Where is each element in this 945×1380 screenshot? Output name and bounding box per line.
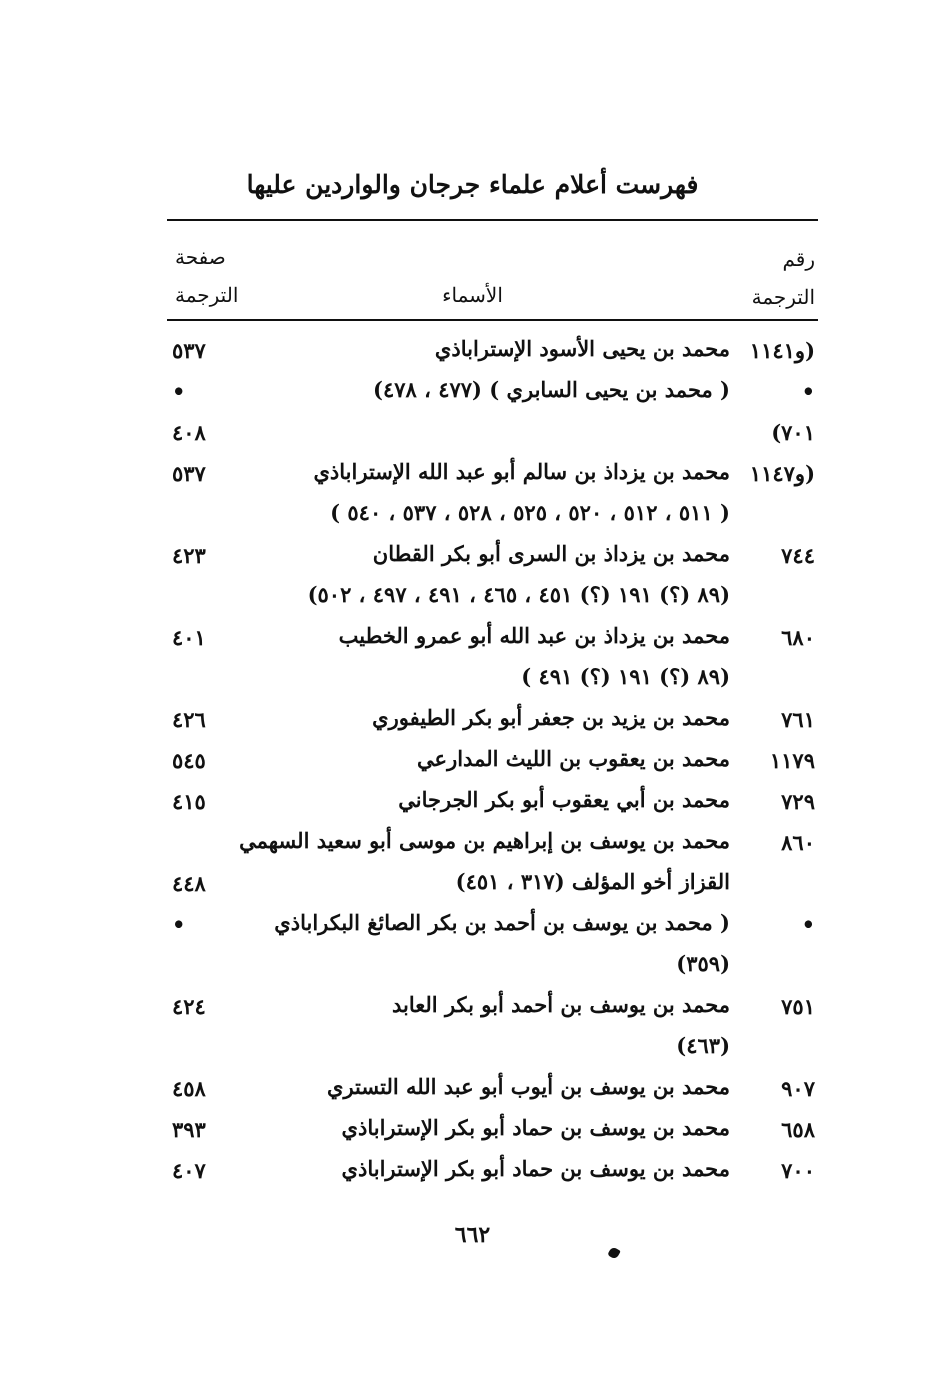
index-row bbox=[0, 453, 945, 494]
index-row bbox=[0, 740, 945, 781]
entry-number: ٧٠٠ bbox=[781, 1158, 815, 1183]
entry-name: ( محمد بن يحيى السابري ) (٤٧٧ ، ٤٧٨) bbox=[373, 377, 730, 402]
index-row bbox=[0, 658, 945, 699]
entry-number: • bbox=[801, 912, 815, 937]
entry-page: • bbox=[172, 912, 186, 937]
entry-page: ٤٠٧ bbox=[172, 1158, 206, 1183]
index-row bbox=[0, 494, 945, 535]
entry-page: • bbox=[172, 379, 186, 404]
header-entry-number-line2: الترجمة bbox=[751, 285, 815, 309]
header-entry-number-line1: رقم bbox=[782, 247, 815, 271]
entry-number: (و١١٤١ bbox=[749, 338, 815, 363]
entry-name: محمد بن يزيد بن جعفر أبو بكر الطيفوري bbox=[372, 705, 730, 730]
header-names: الأسماء bbox=[442, 283, 503, 307]
index-row bbox=[0, 1027, 945, 1068]
entry-name: (٤٦٣) bbox=[676, 1033, 730, 1058]
entry-page: ٤٢٦ bbox=[172, 707, 206, 732]
entry-name: محمد بن أبي يعقوب أبو بكر الجرجاني bbox=[398, 787, 730, 812]
entry-name: ( ٥١١ ، ٥١٢ ، ٥٢٠ ، ٥٢٥ ، ٥٢٨ ، ٥٣٧ ، ٥٤٠ ) bbox=[330, 500, 730, 525]
running-head: فهرست أعلام علماء جرجان والواردين عليها bbox=[246, 170, 699, 199]
entry-page: ٤٢٤ bbox=[172, 994, 206, 1019]
index-row bbox=[0, 986, 945, 1027]
index-row bbox=[0, 371, 945, 412]
index-row bbox=[0, 699, 945, 740]
index-row bbox=[0, 1150, 945, 1191]
header-page-line2: الترجمة bbox=[175, 283, 239, 307]
entry-page: ٥٣٧ bbox=[172, 461, 206, 486]
entry-page: ٣٩٣ bbox=[172, 1117, 206, 1142]
index-row bbox=[0, 822, 945, 863]
entry-number: ٨٦٠ bbox=[781, 830, 815, 855]
entry-page: ٤٤٨ bbox=[172, 871, 206, 896]
header-page-line1: صفحة bbox=[175, 245, 226, 269]
entry-name: (٨٩ (؟) ١٩١ (؟) ٤٥١ ، ٤٦٥ ، ٤٩١ ، ٤٩٧ ، ٥٠٢) bbox=[307, 582, 730, 607]
entry-name: محمد بن يعقوب بن الليث المدارعي bbox=[417, 746, 730, 771]
index-row bbox=[0, 330, 945, 371]
entry-name: محمد بن يوسف بن حماد أبو بكر الإستراباذي bbox=[341, 1156, 730, 1181]
entry-page: ٤٠١ bbox=[172, 625, 206, 650]
entry-name: القزاز أخو المؤلف (٣١٧ ، ٤٥١) bbox=[455, 869, 730, 894]
entry-number: ٧٠١) bbox=[771, 420, 815, 445]
index-row bbox=[0, 1068, 945, 1109]
entry-number: ٧٥١ bbox=[781, 994, 815, 1019]
entry-page: ٤٢٣ bbox=[172, 543, 206, 568]
header-rule bbox=[167, 319, 818, 321]
entry-name: محمد بن يوسف بن حماد أبو بكر الإستراباذي bbox=[341, 1115, 730, 1140]
entry-name: محمد بن يزداذ بن السرى أبو بكر القطان bbox=[372, 541, 730, 566]
index-row bbox=[0, 904, 945, 945]
entry-page: ٤٠٨ bbox=[172, 420, 206, 445]
index-entries bbox=[0, 330, 945, 1191]
index-row bbox=[0, 617, 945, 658]
entry-name: ( محمد بن يوسف بن أحمد بن بكر الصائغ البكراباذي bbox=[274, 910, 730, 935]
entry-number: ٦٥٨ bbox=[781, 1117, 815, 1142]
index-row bbox=[0, 945, 945, 986]
entry-name: محمد بن يوسف بن إبراهيم بن موسى أبو سعيد السهمي bbox=[239, 828, 730, 853]
top-rule bbox=[167, 219, 818, 221]
entry-page: ٥٤٥ bbox=[172, 748, 206, 773]
entry-number: ٧٢٩ bbox=[781, 789, 815, 814]
entry-number: ٩٠٧ bbox=[781, 1076, 815, 1101]
entry-number: ٦٨٠ bbox=[781, 625, 815, 650]
entry-name: محمد بن يحيى الأسود الإستراباذي bbox=[434, 336, 730, 361]
header-page bbox=[175, 238, 238, 314]
entry-number: ١١٧٩ bbox=[769, 748, 815, 773]
page-number: ٦٦٢ bbox=[454, 1222, 491, 1248]
index-row bbox=[0, 412, 945, 453]
entry-page: ٥٣٧ bbox=[172, 338, 206, 363]
entry-number: ٧٦١ bbox=[781, 707, 815, 732]
index-row bbox=[0, 1109, 945, 1150]
index-row bbox=[0, 781, 945, 822]
entry-name: (٨٩ (؟) ١٩١ (؟) ٤٩١ ) bbox=[521, 664, 730, 689]
entry-number: (و١١٤٧ bbox=[749, 461, 815, 486]
entry-number: • bbox=[801, 379, 815, 404]
entry-number: ٧٤٤ bbox=[781, 543, 815, 568]
index-row bbox=[0, 576, 945, 617]
entry-name: محمد بن يوسف بن أحمد أبو بكر العابد bbox=[392, 992, 730, 1017]
entry-name: محمد بن يزداذ بن عبد الله أبو عمرو الخطيب bbox=[338, 623, 730, 648]
entry-page: ٤٥٨ bbox=[172, 1076, 206, 1101]
entry-page: ٤١٥ bbox=[172, 789, 206, 814]
ink-mark bbox=[607, 1246, 621, 1260]
entry-name: محمد بن يزداذ بن سالم أبو عبد الله الإستراباذي bbox=[313, 459, 730, 484]
entry-name: (٣٥٩) bbox=[676, 951, 730, 976]
index-row bbox=[0, 863, 945, 904]
entry-name: محمد بن يوسف بن أيوب أبو عبد الله التستري bbox=[327, 1074, 730, 1099]
index-row bbox=[0, 535, 945, 576]
